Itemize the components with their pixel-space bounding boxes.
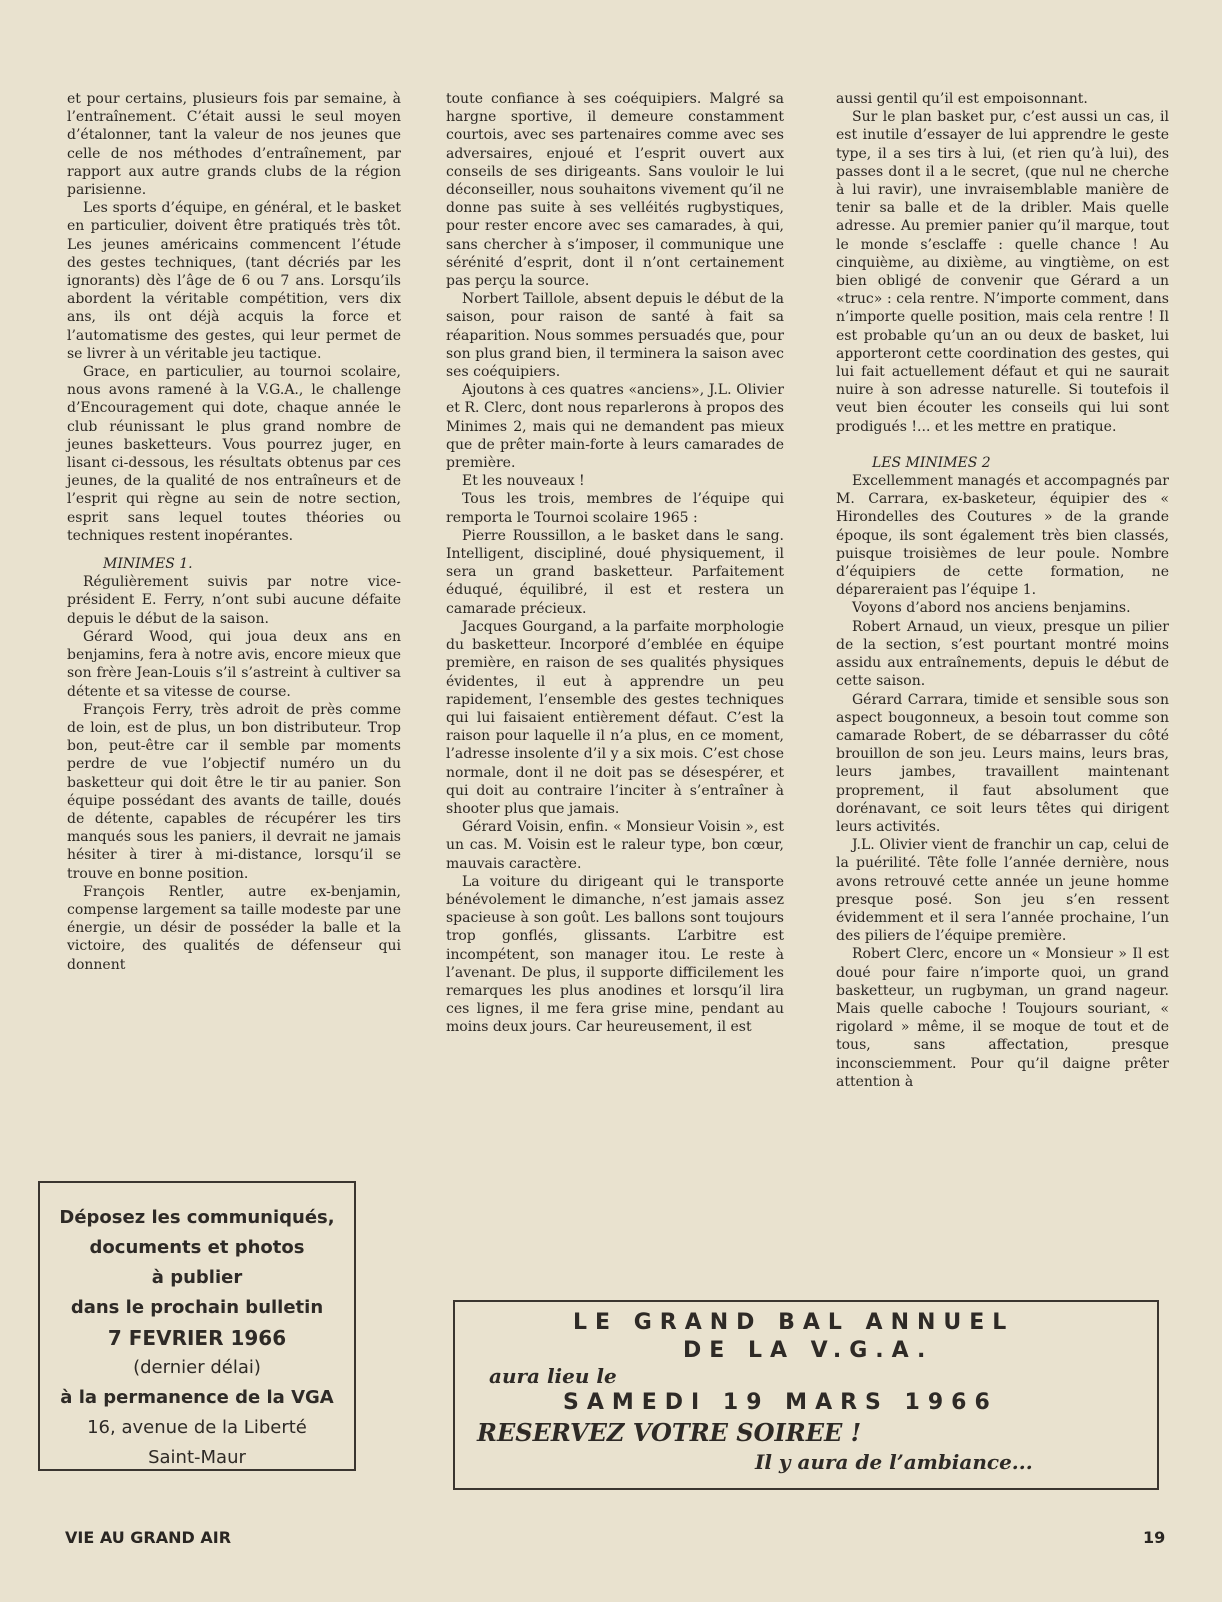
paragraph: Voyons d’abord nos anciens benjamins. [852,600,1131,617]
paragraph: François Rentler, autre ex-benjamin, compense largement sa taille modeste par une énergie, un désir de posséder la balle et la victoire, des qualités de défenseur qui donnent [67,883,401,973]
article-column-3 [836,90,1169,1091]
box-line: à la permanence de la VGA [60,1387,334,1408]
paragraph: François Ferry, très adroit de près comme de loin, est de plus, un bon distributeur. Trop bon, peut-être car il semble par moments perdre de vue l’objectif numéro un du basketteur qui doit être le tir au panier. Son équipe possédant des avants de taille, doués de détente, capables de récupérer les tirs manqués sous les paniers, il devrait ne jamais hésiter à tirer à mi-distance, lorsqu’il se trouve en bonne position. [67,701,401,882]
announcement-box-ball [453,1300,1159,1490]
paragraph: Régulièrement suivis par notre vice-président E. Ferry, n’ont subi aucune défaite depuis le début de la saison. [67,574,401,627]
paragraph: Gérard Carrara, timide et sensible sous son aspect bougonneux, a besoin tout comme son camarade Robert, de se débarrasser du côté brouillon de son jeu. Leurs mains, leurs bras, leurs jambes, travaillent maintenant proprement, il faut absolument que dorénavant, ce soit leurs têtes qui dirigent leurs activités. [836,691,1169,835]
ball-title-line-1: LE GRAND BAL ANNUEL [573,1310,1015,1335]
paragraph: Et les nouveaux ! [462,473,585,490]
paragraph: aussi gentil qu’il est empoisonnant. [836,91,1088,107]
paragraph: Gérard Wood, qui joua deux ans en benjamins, fera à notre avis, encore mieux que son frère Jean-Louis s’il s’astreint à cultiver sa détente et sa vitesse de course. [67,628,401,700]
paragraph: Pierre Roussillon, a le basket dans le sang. Intelligent, discipliné, doué physiquement, il sera un grand basketteur. Parfaitement éduqué, équilibré, il est et restera un camarade précieux. [446,527,784,617]
address-line: 16, avenue de la Liberté [87,1417,307,1438]
deadline-date: 7 FEVRIER 1966 [107,1326,287,1350]
box-line: documents et photos [89,1237,305,1258]
ball-when-label: aura lieu le [489,1364,617,1388]
paragraph: Tous les trois, membres de l’équipe qui remporta le Tournoi scolaire 1965 : [446,491,784,526]
article-column-1 [67,90,401,974]
paragraph: J.L. Olivier vient de franchir un cap, celui de la puérilité. Tête folle l’année dernière, nous avons retrouvé cette année un jeune homme presque posé. Son jeu s’en ressent évidemment et il sera l’année prochaine, l’un des piliers de l’équipe première. [836,837,1169,945]
paragraph: toute confiance à ses coéquipiers. Malgré sa hargne sportive, il demeure constamment courtois, avec ses partenaires comme avec ses adversaires, enjoué et l’esprit ouvert aux conseils de ses dirigeants. Sans vouloir le lui déconseiller, nous souhaitons vivement qu’il ne donne pas suite à ses velléités rugbystiques, pour rester encore avec ses camarades, à qui, sans chercher à s’imposer, il communique une sérénité d’esprit, dont il n’ont certainement pas perçu la source. [446,91,784,290]
paragraph: Robert Clerc, encore un « Monsieur » Il est doué pour faire n’importe quoi, un grand basketteur, un rugbyman, un grand nageur. Mais quelle caboche ! Toujours souriant, « rigolard » même, il se moque de tout et de tous, sans affectation, presque inconsciemment. Pour qu’il daigne prêter attention à [836,946,1169,1090]
paragraph: Norbert Taillole, absent depuis le début de la saison, pour raison de santé à fait sa réaparition. Nous sommes persuadés que, pour son plus grand bien, il terminera la saison avec ses coéquipiers. [446,291,784,381]
page-number: 19 [1143,1528,1166,1547]
paragraph: Ajoutons à ces quatres «anciens», J.L. Olivier et R. Clerc, dont nous reparlerons à propos des Minimes 2, mais qui ne demandent pas mieux que de prêter main-forte à leurs camarades de première. [446,382,784,472]
section-heading-minimes-2: LES MINIMES 2 [872,454,991,471]
box-line: Déposez les communiqués, [59,1207,335,1228]
article-column-2 [446,90,784,1037]
ball-ambiance-line: Il y aura de l’ambiance... [755,1450,1033,1474]
announcement-box-submissions [38,1181,356,1471]
ball-title-line-2: DE LA V.G.A. [683,1338,934,1363]
section-heading-minimes-1: MINIMES 1. [103,556,193,573]
box-line: (dernier délai) [133,1357,261,1378]
paragraph: Les sports d’équipe, en général, et le basket en particulier, doivent être pratiqués très tôt. Les jeunes américains commencent l’étude des gestes techniques, (tant décriés par les ignorants) dès l’âge de 6 ou 7 ans. Lorsqu’ils abordent la véritable compétition, vers dix ans, ils ont déjà acquis la force et l’automatisme des gestes, qui leur permet de se livrer à un véritable jeu tactique. [67,200,401,362]
paragraph: Excellemment managés et accompagnés par M. Carrara, ex-basketeur, équipier des « Hirondelles des Coutures » de la grande époque, ils sont également très bien classés, puisque troisièmes de leur poule. Nombre d’équipiers de cette formation, ne dépareraient pas l’équipe 1. [836,473,1169,599]
ball-date: SAMEDI 19 MARS 1966 [563,1390,998,1415]
paragraph: Robert Arnaud, un vieux, presque un pilier de la section, s’est pourtant montré moins assidu aux entraînements, depuis le début de cette saison. [836,618,1169,690]
paragraph: Sur le plan basket pur, c’est aussi un cas, il est inutile d’essayer de lui apprendre le geste type, il a ses tirs à lui, (et rien qu’à lui), des passes dont il a le secret, (que nul ne cherche à lui ravir), une invraisemblable manière de tenir sa balle et de la dribler. Mais quelle adresse. Au premier panier qu’il marque, tout le monde s’esclaffe : quelle chance ! Au cinquième, au dixième, au vingtième, on est bien obligé de convenir que Gérard a un «truc» : cela rentre. N’importe comment, dans n’importe quelle position, mais cela rentre ! Il est probable qu’un an ou deux de basket, lui apporteront cette coordination des gestes, qui lui fait actuellement défaut et qui ne saurait nuire à son adresse naturelle. Si toutefois il veut bien écouter les conseils qui lui sont prodigués !... et les mettre en pratique. [836,109,1169,435]
paragraph: et pour certains, plusieurs fois par semaine, à l’entraînement. C’était aussi le seul moyen d’étalonner, tant la valeur de nos jeunes que celle de nos méthodes d’entraînement, par rapport aux autre grands clubs de la région parisienne. [67,91,401,199]
paragraph: Jacques Gourgand, a la parfaite morphologie du basketteur. Incorporé d’emblée en équipe première, en raison de ses qualités physiques évidentes, il eut à apprendre un peu rapidement, l’ensemble des gestes techniques qui lui faisaient entièrement défaut. C’est la raison pour laquelle il n’a plus, en ce moment, l’adresse insolente d’il y a six mois. C’est chose normale, dont il ne doit pas se désespérer, et qui doit au contraire l’inciter à s’entraîner à shooter plus que jamais. [446,618,784,817]
box-line: à publier [151,1267,243,1288]
ball-reserve-line: RESERVEZ VOTRE SOIREE ! [477,1418,862,1447]
magazine-name: VIE AU GRAND AIR [65,1528,232,1547]
paragraph: Grace, en particulier, au tournoi scolaire, nous avons ramené à la V.G.A., le challenge d’Encouragement qui dote, chaque année le club réunissant le plus grand nombre de jeunes basketteurs. Vous pourrez juger, en lisant ci-dessous, les résultats obtenus par ces jeunes, de la qualité de nos entraîneurs et de l’esprit qui règne au sein de notre section, esprit sans lequel toutes théories ou techniques restent inopérantes. [67,364,401,544]
box-line: dans le prochain bulletin [70,1297,324,1318]
paragraph: La voiture du dirigeant qui le transporte bénévolement le dimanche, n’est jamais assez spacieuse à son goût. Les ballons sont toujours trop gonflés, glissants. L’arbitre est incompétent, son manager itou. Le reste à l’avenant. De plus, il supporte difficilement les remarques les plus anodines et lorsqu’il lira ces lignes, il me fera grise mine, pendant au moins deux jours. Car heureusement, il est [446,873,784,1036]
paragraph: Gérard Voisin, enfin. « Monsieur Voisin », est un cas. M. Voisin est le raleur type, bon cœur, mauvais caractère. [446,819,784,872]
address-city: Saint-Maur [148,1447,246,1468]
